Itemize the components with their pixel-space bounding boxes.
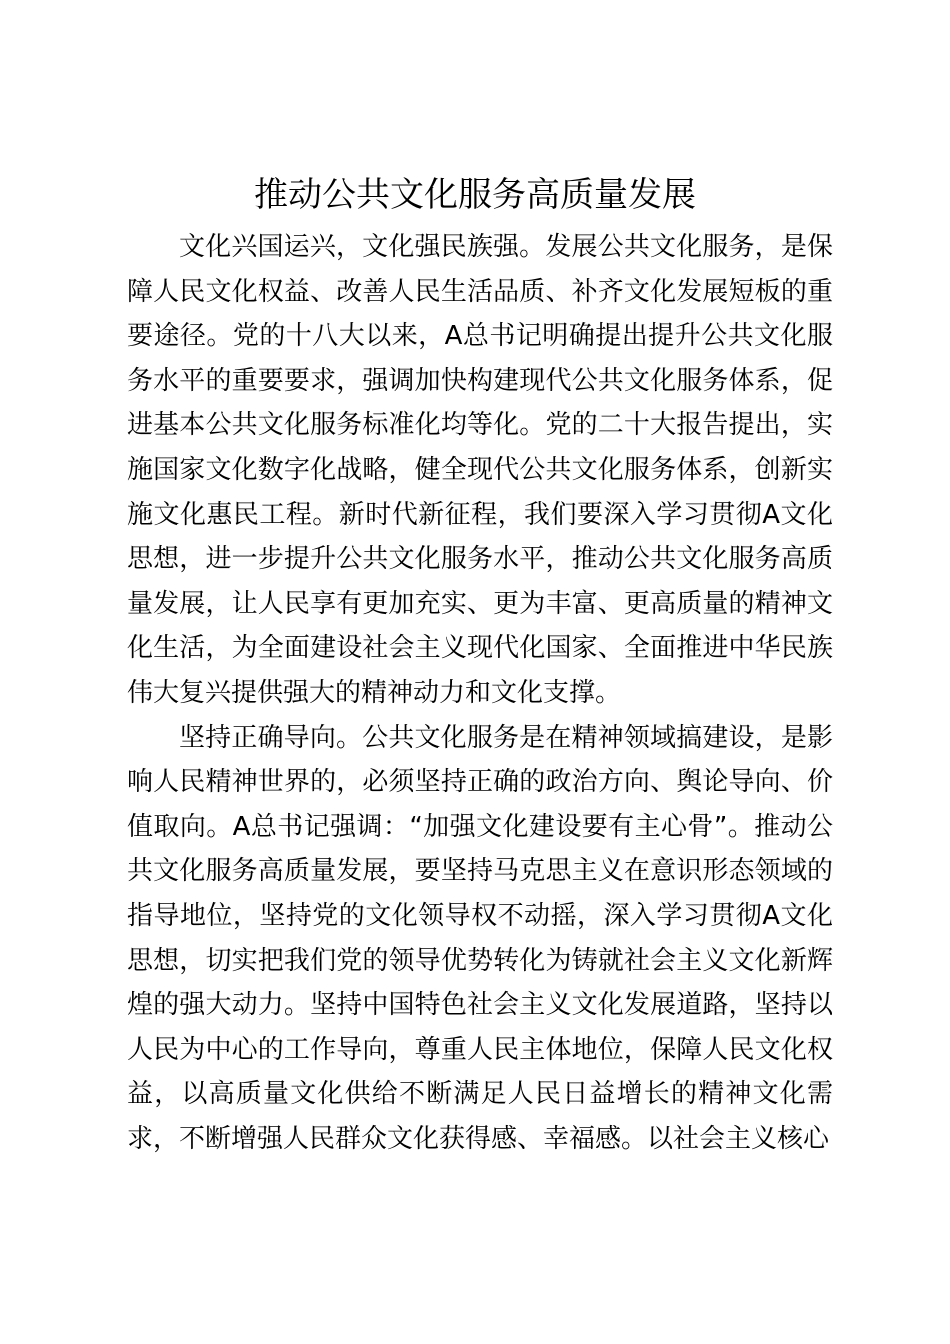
paragraph: 坚持正确导向。公共文化服务是在精神领域搞建设，是影响人民精神世界的，必须坚持正确的政治方向、舆论导向、价值取向。A总书记强调：“加强文化建设要有主心骨”。推动公共文化服务高质量发展，要坚持马克思主义在意识形态领域的指导地位，坚持党的文化领导权不动摇，深入学习贯彻A文化思想，切实把我们党的领导优势转化为铸就社会主义文化新辉煌的强大动力。坚持中国特色社会主义文化发展道路，坚持以人民为中心的工作导向，尊重人民主体地位，保障人民文化权益，以高质量文化供给不断满足人民日益增长的精神文化需求，不断增强人民群众文化获得感、幸福感。以社会主义核心	[127, 722, 833, 1154]
document-title: 推动公共文化服务高质量发展	[254, 175, 696, 215]
paragraph: 文化兴国运兴，文化强民族强。发展公共文化服务，是保障人民文化权益、改善人民生活品质、补齐文化发展短板的重要途径。党的十八大以来，A总书记明确提出提升公共文化服务水平的重要要求，强调加快构建现代公共文化服务体系，促进基本公共文化服务标准化均等化。党的二十大报告提出，实施国家文化数字化战略，健全现代公共文化服务体系，创新实施文化惠民工程。新时代新征程，我们要深入学习贯彻A文化思想，进一步提升公共文化服务水平，推动公共文化服务高质量发展，让人民享有更加充实、更为丰富、更高质量的精神文化生活，为全面建设社会主义现代化国家、全面推进中华民族伟大复兴提供强大的精神动力和文化支撑。	[127, 232, 833, 708]
document-body	[127, 225, 833, 1161]
